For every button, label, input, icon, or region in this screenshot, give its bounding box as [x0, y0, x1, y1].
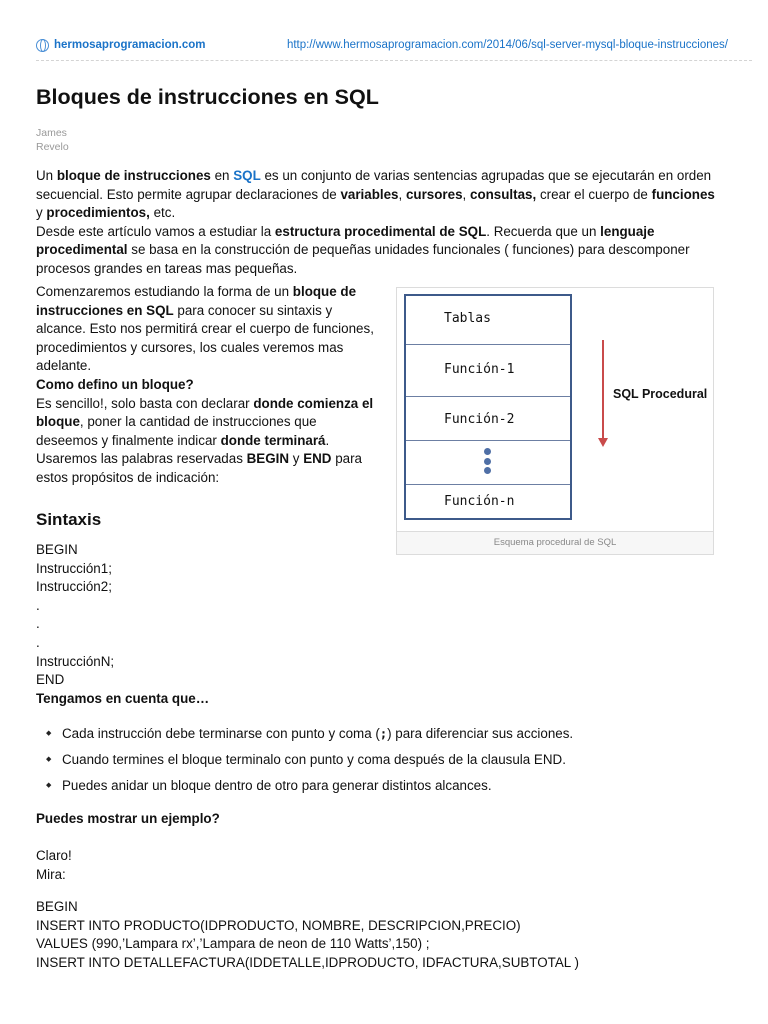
body-line: Es sencillo!, solo basta con declarar donde comienza el — [36, 395, 374, 411]
body-line: bloque, poner la cantidad de instrucciones que — [36, 414, 317, 430]
body-line: Comenzaremos estudiando la forma de un bloque de — [36, 284, 357, 299]
intro-text — [36, 167, 736, 279]
article-url[interactable]: http://www.hermosaprogramacion.com/2014/06/sql-server-mysql-bloque-instrucciones/ — [286, 39, 728, 51]
left-column-text — [36, 283, 386, 488]
site-name[interactable]: hermosaprogramacion.com — [54, 39, 206, 51]
syntax-line: Instrucción1; — [36, 560, 112, 576]
author-first-name: James — [36, 127, 67, 139]
notes-list — [44, 723, 573, 801]
sql-procedural-label: SQL Procedural — [613, 387, 708, 401]
syntax-block — [36, 541, 209, 708]
ellipsis-dots — [484, 448, 491, 477]
stack-cell-ellipsis — [406, 440, 570, 484]
sql-link[interactable]: SQL — [233, 168, 261, 183]
list-item: ◆ Puedes anidar un bloque dentro de otro para generar distintos alcances. — [44, 775, 573, 801]
code-line: INSERT INTO PRODUCTO(IDPRODUCTO, NOMBRE, DESCRIPCION,PRECIO) — [36, 917, 521, 933]
syntax-line: END — [36, 672, 65, 688]
stack-cell-tablas: Tablas — [444, 311, 491, 326]
syntax-line: . — [36, 634, 40, 650]
procedural-diagram — [396, 287, 714, 555]
body-line: alcance. Esto nos permitirá crear el cuerpo de funciones, — [36, 321, 374, 337]
down-arrow-icon — [598, 438, 608, 447]
intro-line: y procedimientos, etc. — [36, 205, 176, 221]
page-title: Bloques de instrucciones en SQL — [36, 85, 379, 109]
example-code — [36, 898, 579, 972]
code-line: BEGIN — [36, 899, 78, 914]
syntax-line: BEGIN — [36, 542, 78, 557]
code-line: INSERT INTO DETALLEFACTURA(IDDETALLE,IDPRODUCTO, IDFACTURA,SUBTOTAL ) — [36, 954, 579, 970]
intro-line: procesos grandes en tareas mas pequeñas. — [36, 260, 298, 276]
site-link[interactable] — [36, 36, 205, 55]
body-line: procedimientos y cursores, los cuales veremos mas — [36, 339, 344, 355]
intro-line: procedimental se basa en la construcción de pequeñas unidades funcionales ( funciones) para descomponer — [36, 242, 690, 258]
author — [36, 126, 96, 154]
figure-caption: Esquema procedural de SQL — [397, 531, 713, 554]
code-line: VALUES (990,’Lampara rx’,’Lampara de neon de 110 Watts’,150) ; — [36, 936, 430, 952]
header-divider — [36, 60, 752, 61]
body-line: Usaremos las palabras reservadas BEGIN y END para — [36, 451, 362, 467]
syntax-line: InstrucciónN; — [36, 653, 115, 669]
syntax-line: . — [36, 597, 40, 613]
syntax-line: Instrucción2; — [36, 579, 112, 595]
stack-cell-funcion-n: Función-n — [406, 484, 570, 520]
page-header — [36, 36, 736, 52]
body-line: deseemos y finalmente indicar donde terminará. — [36, 432, 330, 448]
intro-line: Desde este artículo vamos a estudiar la estructura procedimental de SQL. Recuerda que un lenguaje — [36, 223, 655, 239]
subheading: Como defino un bloque? — [36, 376, 194, 392]
body-line: instrucciones en SQL para conocer su sintaxis y — [36, 302, 333, 318]
body-line: estos propósitos de indicación: — [36, 469, 220, 485]
list-item: ◆ Cuando termines el bloque terminalo con punto y coma después de la clausula END. — [44, 749, 573, 775]
stack-cell-funcion-2: Función-2 — [406, 396, 570, 440]
body-line: adelante. — [36, 358, 92, 374]
block-stack — [404, 294, 572, 520]
mira-text: Mira: — [36, 866, 66, 882]
author-last-name: Revelo — [36, 141, 69, 153]
intro-line: secuencial. Esto permite agrupar declaraciones de variables, cursores, consultas, crear el cuerpo de funciones — [36, 186, 715, 202]
section-heading-sintaxis: Sintaxis — [36, 510, 102, 529]
claro-text: Claro! — [36, 848, 72, 863]
globe-icon — [36, 39, 49, 52]
list-item: ◆ Cada instrucción debe terminarse con punto y coma (;) para diferenciar sus acciones. — [44, 723, 573, 749]
intro-line: Un bloque de instrucciones en SQL es un conjunto de varias sentencias agrupadas que se ejecutarán en orden — [36, 168, 712, 183]
example-intro — [36, 847, 72, 884]
syntax-line: . — [36, 616, 40, 632]
syntax-note: Tengamos en cuenta que… — [36, 690, 210, 706]
example-question: Puedes mostrar un ejemplo? — [36, 811, 220, 826]
down-arrow-shaft — [602, 340, 604, 440]
stack-cell-funcion-1: Función-1 — [406, 344, 570, 396]
